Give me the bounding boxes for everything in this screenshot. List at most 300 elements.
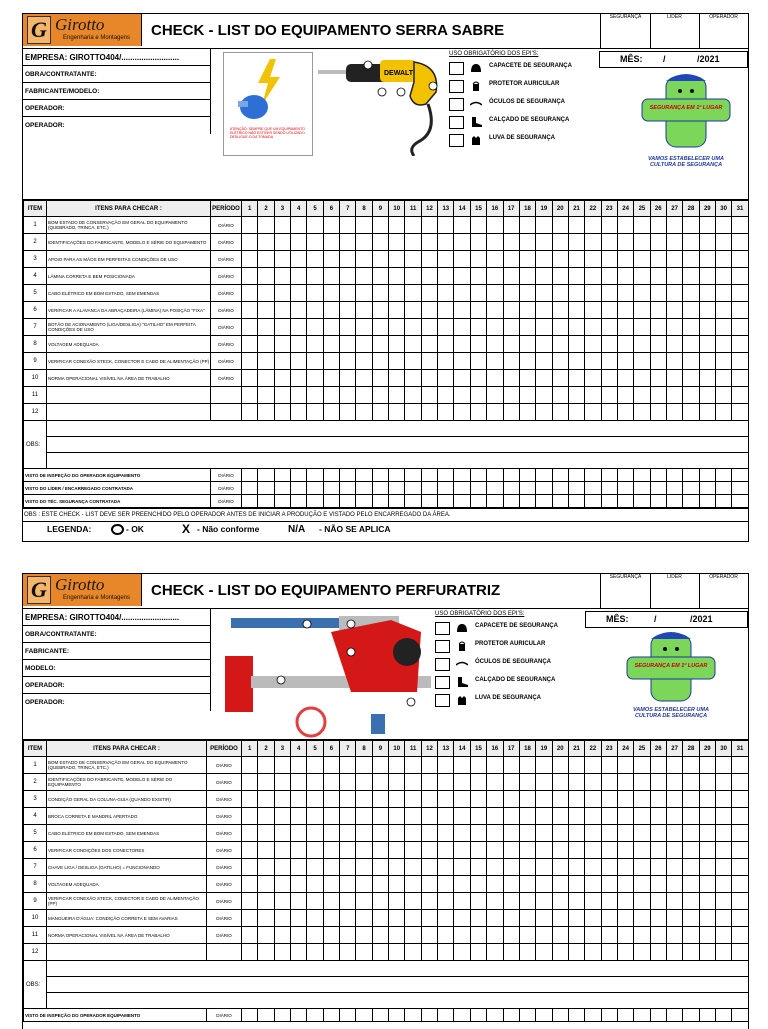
obs-field[interactable] [47,453,749,469]
day-check-cell[interactable] [715,876,731,893]
day-check-cell[interactable] [258,404,274,421]
day-check-cell[interactable] [634,876,650,893]
day-check-cell[interactable] [568,825,584,842]
day-check-cell[interactable] [372,927,388,944]
day-check-cell[interactable] [699,353,715,370]
day-check-cell[interactable] [683,268,699,285]
day-check-cell[interactable] [715,336,731,353]
day-check-cell[interactable] [715,285,731,302]
day-check-cell[interactable] [666,876,682,893]
day-check-cell[interactable] [601,910,617,927]
day-check-cell[interactable] [323,808,339,825]
day-check-cell[interactable] [258,302,274,319]
day-check-cell[interactable] [666,285,682,302]
day-check-cell[interactable] [732,757,748,774]
day-check-cell[interactable] [356,370,372,387]
day-check-cell[interactable] [470,910,486,927]
day-check-cell[interactable] [585,842,601,859]
day-check-cell[interactable] [258,336,274,353]
visa-check-cell[interactable] [258,469,274,482]
day-check-cell[interactable] [258,876,274,893]
visa-check-cell[interactable] [389,469,405,482]
day-check-cell[interactable] [715,893,731,910]
visa-check-cell[interactable] [519,1009,535,1022]
day-check-cell[interactable] [552,774,568,791]
day-check-cell[interactable] [372,825,388,842]
day-check-cell[interactable] [568,893,584,910]
day-check-cell[interactable] [536,302,552,319]
day-check-cell[interactable] [732,370,748,387]
day-check-cell[interactable] [536,876,552,893]
day-check-cell[interactable] [503,268,519,285]
day-check-cell[interactable] [503,387,519,404]
day-check-cell[interactable] [356,404,372,421]
day-check-cell[interactable] [699,876,715,893]
visa-check-cell[interactable] [568,495,584,508]
day-check-cell[interactable] [470,268,486,285]
day-check-cell[interactable] [438,370,454,387]
day-check-cell[interactable] [258,825,274,842]
day-check-cell[interactable] [634,927,650,944]
day-check-cell[interactable] [617,319,633,336]
visa-check-cell[interactable] [372,469,388,482]
day-check-cell[interactable] [732,791,748,808]
day-check-cell[interactable] [683,285,699,302]
visa-check-cell[interactable] [323,482,339,495]
day-check-cell[interactable] [274,876,290,893]
day-check-cell[interactable] [666,774,682,791]
visa-check-cell[interactable] [650,482,666,495]
day-check-cell[interactable] [454,927,470,944]
visa-check-cell[interactable] [421,1009,437,1022]
day-check-cell[interactable] [617,370,633,387]
day-check-cell[interactable] [487,370,503,387]
day-check-cell[interactable] [291,319,307,336]
day-check-cell[interactable] [389,893,405,910]
day-check-cell[interactable] [683,319,699,336]
visa-check-cell[interactable] [634,469,650,482]
visa-check-cell[interactable] [699,495,715,508]
day-check-cell[interactable] [715,387,731,404]
day-check-cell[interactable] [699,791,715,808]
day-check-cell[interactable] [438,336,454,353]
day-check-cell[interactable] [650,353,666,370]
visa-check-cell[interactable] [274,1009,290,1022]
visa-check-cell[interactable] [291,469,307,482]
day-check-cell[interactable] [601,268,617,285]
day-check-cell[interactable] [242,774,258,791]
day-check-cell[interactable] [585,859,601,876]
visa-check-cell[interactable] [715,469,731,482]
day-check-cell[interactable] [470,944,486,961]
day-check-cell[interactable] [405,404,421,421]
visa-check-cell[interactable] [617,482,633,495]
day-check-cell[interactable] [617,876,633,893]
visa-check-cell[interactable] [405,469,421,482]
day-check-cell[interactable] [454,268,470,285]
day-check-cell[interactable] [715,825,731,842]
day-check-cell[interactable] [634,808,650,825]
day-check-cell[interactable] [258,927,274,944]
day-check-cell[interactable] [683,927,699,944]
day-check-cell[interactable] [356,302,372,319]
day-check-cell[interactable] [683,387,699,404]
day-check-cell[interactable] [274,302,290,319]
signature-seguranca[interactable]: SEGURANÇA [601,574,651,608]
visa-check-cell[interactable] [307,469,323,482]
day-check-cell[interactable] [470,927,486,944]
day-check-cell[interactable] [568,859,584,876]
day-check-cell[interactable] [258,353,274,370]
day-check-cell[interactable] [291,370,307,387]
visa-check-cell[interactable] [487,495,503,508]
day-check-cell[interactable] [601,370,617,387]
day-check-cell[interactable] [307,387,323,404]
day-check-cell[interactable] [470,336,486,353]
day-check-cell[interactable] [340,876,356,893]
day-check-cell[interactable] [438,944,454,961]
day-check-cell[interactable] [487,876,503,893]
day-check-cell[interactable] [487,319,503,336]
day-check-cell[interactable] [421,842,437,859]
obs-field[interactable] [47,437,749,453]
day-check-cell[interactable] [438,808,454,825]
day-check-cell[interactable] [470,876,486,893]
day-check-cell[interactable] [666,825,682,842]
obs-field[interactable] [47,993,749,1009]
day-check-cell[interactable] [389,387,405,404]
day-check-cell[interactable] [650,944,666,961]
day-check-cell[interactable] [323,791,339,808]
day-check-cell[interactable] [650,370,666,387]
day-check-cell[interactable] [356,251,372,268]
day-check-cell[interactable] [666,859,682,876]
day-check-cell[interactable] [634,302,650,319]
day-check-cell[interactable] [732,234,748,251]
day-check-cell[interactable] [487,893,503,910]
day-check-cell[interactable] [634,757,650,774]
day-check-cell[interactable] [715,808,731,825]
day-check-cell[interactable] [601,217,617,234]
day-check-cell[interactable] [552,791,568,808]
visa-check-cell[interactable] [683,1009,699,1022]
day-check-cell[interactable] [487,757,503,774]
day-check-cell[interactable] [519,876,535,893]
day-check-cell[interactable] [650,217,666,234]
day-check-cell[interactable] [356,387,372,404]
day-check-cell[interactable] [389,876,405,893]
day-check-cell[interactable] [683,302,699,319]
day-check-cell[interactable] [291,825,307,842]
day-check-cell[interactable] [732,268,748,285]
day-check-cell[interactable] [650,825,666,842]
day-check-cell[interactable] [503,859,519,876]
day-check-cell[interactable] [389,859,405,876]
day-check-cell[interactable] [634,825,650,842]
day-check-cell[interactable] [372,336,388,353]
day-check-cell[interactable] [683,791,699,808]
day-check-cell[interactable] [389,808,405,825]
visa-check-cell[interactable] [536,1009,552,1022]
day-check-cell[interactable] [666,757,682,774]
day-check-cell[interactable] [634,285,650,302]
day-check-cell[interactable] [405,927,421,944]
day-check-cell[interactable] [503,319,519,336]
visa-check-cell[interactable] [323,495,339,508]
day-check-cell[interactable] [340,757,356,774]
day-check-cell[interactable] [568,217,584,234]
day-check-cell[interactable] [323,944,339,961]
day-check-cell[interactable] [568,927,584,944]
visa-check-cell[interactable] [519,469,535,482]
day-check-cell[interactable] [650,336,666,353]
day-check-cell[interactable] [421,387,437,404]
day-check-cell[interactable] [323,842,339,859]
day-check-cell[interactable] [356,774,372,791]
day-check-cell[interactable] [715,910,731,927]
field-modelo[interactable]: MODELO: [23,660,211,677]
day-check-cell[interactable] [405,302,421,319]
obs-field[interactable] [47,961,749,977]
day-check-cell[interactable] [307,404,323,421]
day-check-cell[interactable] [421,302,437,319]
day-check-cell[interactable] [617,825,633,842]
visa-check-cell[interactable] [699,1009,715,1022]
day-check-cell[interactable] [274,927,290,944]
day-check-cell[interactable] [274,353,290,370]
day-check-cell[interactable] [372,268,388,285]
day-check-cell[interactable] [242,808,258,825]
day-check-cell[interactable] [585,808,601,825]
day-check-cell[interactable] [323,370,339,387]
day-check-cell[interactable] [715,927,731,944]
day-check-cell[interactable] [617,910,633,927]
day-check-cell[interactable] [421,404,437,421]
day-check-cell[interactable] [519,910,535,927]
visa-check-cell[interactable] [487,469,503,482]
day-check-cell[interactable] [585,825,601,842]
day-check-cell[interactable] [503,944,519,961]
day-check-cell[interactable] [487,268,503,285]
day-check-cell[interactable] [356,268,372,285]
day-check-cell[interactable] [536,370,552,387]
day-check-cell[interactable] [258,893,274,910]
day-check-cell[interactable] [405,774,421,791]
day-check-cell[interactable] [617,791,633,808]
visa-check-cell[interactable] [650,495,666,508]
day-check-cell[interactable] [568,808,584,825]
day-check-cell[interactable] [307,319,323,336]
day-check-cell[interactable] [699,757,715,774]
day-check-cell[interactable] [617,251,633,268]
day-check-cell[interactable] [487,842,503,859]
day-check-cell[interactable] [421,791,437,808]
day-check-cell[interactable] [585,910,601,927]
day-check-cell[interactable] [666,387,682,404]
day-check-cell[interactable] [585,791,601,808]
day-check-cell[interactable] [732,876,748,893]
day-check-cell[interactable] [519,217,535,234]
day-check-cell[interactable] [291,387,307,404]
day-check-cell[interactable] [666,353,682,370]
visa-check-cell[interactable] [536,495,552,508]
day-check-cell[interactable] [372,876,388,893]
visa-check-cell[interactable] [307,482,323,495]
day-check-cell[interactable] [699,404,715,421]
day-check-cell[interactable] [666,319,682,336]
day-check-cell[interactable] [356,808,372,825]
day-check-cell[interactable] [552,319,568,336]
day-check-cell[interactable] [650,319,666,336]
visa-check-cell[interactable] [421,482,437,495]
day-check-cell[interactable] [683,217,699,234]
day-check-cell[interactable] [601,876,617,893]
day-check-cell[interactable] [503,774,519,791]
day-check-cell[interactable] [421,336,437,353]
day-check-cell[interactable] [323,268,339,285]
day-check-cell[interactable] [666,217,682,234]
visa-check-cell[interactable] [519,495,535,508]
day-check-cell[interactable] [470,842,486,859]
day-check-cell[interactable] [617,944,633,961]
epi-checkbox[interactable] [435,676,450,689]
visa-check-cell[interactable] [585,482,601,495]
day-check-cell[interactable] [683,234,699,251]
day-check-cell[interactable] [291,893,307,910]
day-check-cell[interactable] [699,808,715,825]
visa-check-cell[interactable] [340,482,356,495]
day-check-cell[interactable] [634,859,650,876]
day-check-cell[interactable] [340,319,356,336]
day-check-cell[interactable] [470,387,486,404]
field-operador-2[interactable]: OPERADOR: [23,117,211,134]
day-check-cell[interactable] [601,774,617,791]
visa-check-cell[interactable] [323,1009,339,1022]
day-check-cell[interactable] [585,217,601,234]
day-check-cell[interactable] [438,387,454,404]
day-check-cell[interactable] [601,251,617,268]
day-check-cell[interactable] [274,268,290,285]
visa-check-cell[interactable] [732,482,748,495]
day-check-cell[interactable] [617,893,633,910]
day-check-cell[interactable] [601,234,617,251]
day-check-cell[interactable] [323,234,339,251]
day-check-cell[interactable] [568,268,584,285]
day-check-cell[interactable] [536,251,552,268]
day-check-cell[interactable] [438,842,454,859]
day-check-cell[interactable] [356,217,372,234]
day-check-cell[interactable] [454,910,470,927]
day-check-cell[interactable] [503,791,519,808]
day-check-cell[interactable] [323,404,339,421]
day-check-cell[interactable] [421,268,437,285]
day-check-cell[interactable] [650,268,666,285]
visa-check-cell[interactable] [307,1009,323,1022]
epi-checkbox[interactable] [449,116,464,129]
day-check-cell[interactable] [340,353,356,370]
day-check-cell[interactable] [389,251,405,268]
day-check-cell[interactable] [421,910,437,927]
day-check-cell[interactable] [617,808,633,825]
day-check-cell[interactable] [666,251,682,268]
day-check-cell[interactable] [340,387,356,404]
visa-check-cell[interactable] [715,482,731,495]
visa-check-cell[interactable] [666,1009,682,1022]
day-check-cell[interactable] [470,404,486,421]
day-check-cell[interactable] [405,336,421,353]
day-check-cell[interactable] [372,370,388,387]
day-check-cell[interactable] [307,893,323,910]
day-check-cell[interactable] [634,944,650,961]
day-check-cell[interactable] [487,217,503,234]
visa-check-cell[interactable] [601,482,617,495]
day-check-cell[interactable] [487,404,503,421]
day-check-cell[interactable] [503,893,519,910]
day-check-cell[interactable] [438,319,454,336]
day-check-cell[interactable] [552,927,568,944]
visa-check-cell[interactable] [634,495,650,508]
day-check-cell[interactable] [274,336,290,353]
day-check-cell[interactable] [732,910,748,927]
day-check-cell[interactable] [372,353,388,370]
day-check-cell[interactable] [536,791,552,808]
day-check-cell[interactable] [421,774,437,791]
day-check-cell[interactable] [732,893,748,910]
day-check-cell[interactable] [634,774,650,791]
visa-check-cell[interactable] [617,469,633,482]
day-check-cell[interactable] [405,893,421,910]
day-check-cell[interactable] [552,876,568,893]
day-check-cell[interactable] [470,774,486,791]
day-check-cell[interactable] [487,234,503,251]
day-check-cell[interactable] [487,302,503,319]
visa-check-cell[interactable] [503,482,519,495]
day-check-cell[interactable] [454,774,470,791]
day-check-cell[interactable] [585,319,601,336]
day-check-cell[interactable] [421,234,437,251]
day-check-cell[interactable] [421,757,437,774]
day-check-cell[interactable] [470,825,486,842]
day-check-cell[interactable] [585,404,601,421]
day-check-cell[interactable] [421,859,437,876]
visa-check-cell[interactable] [242,482,258,495]
day-check-cell[interactable] [732,842,748,859]
day-check-cell[interactable] [519,842,535,859]
day-check-cell[interactable] [291,910,307,927]
visa-check-cell[interactable] [356,469,372,482]
field-operador-2[interactable]: OPERADOR: [23,694,211,711]
day-check-cell[interactable] [650,842,666,859]
visa-check-cell[interactable] [454,482,470,495]
visa-check-cell[interactable] [699,482,715,495]
day-check-cell[interactable] [372,387,388,404]
day-check-cell[interactable] [372,757,388,774]
day-check-cell[interactable] [536,757,552,774]
day-check-cell[interactable] [454,319,470,336]
day-check-cell[interactable] [242,234,258,251]
visa-check-cell[interactable] [307,495,323,508]
visa-check-cell[interactable] [732,1009,748,1022]
day-check-cell[interactable] [552,893,568,910]
day-check-cell[interactable] [503,285,519,302]
day-check-cell[interactable] [242,876,258,893]
day-check-cell[interactable] [372,774,388,791]
visa-check-cell[interactable] [568,482,584,495]
day-check-cell[interactable] [519,387,535,404]
day-check-cell[interactable] [291,774,307,791]
visa-check-cell[interactable] [291,1009,307,1022]
day-check-cell[interactable] [258,774,274,791]
